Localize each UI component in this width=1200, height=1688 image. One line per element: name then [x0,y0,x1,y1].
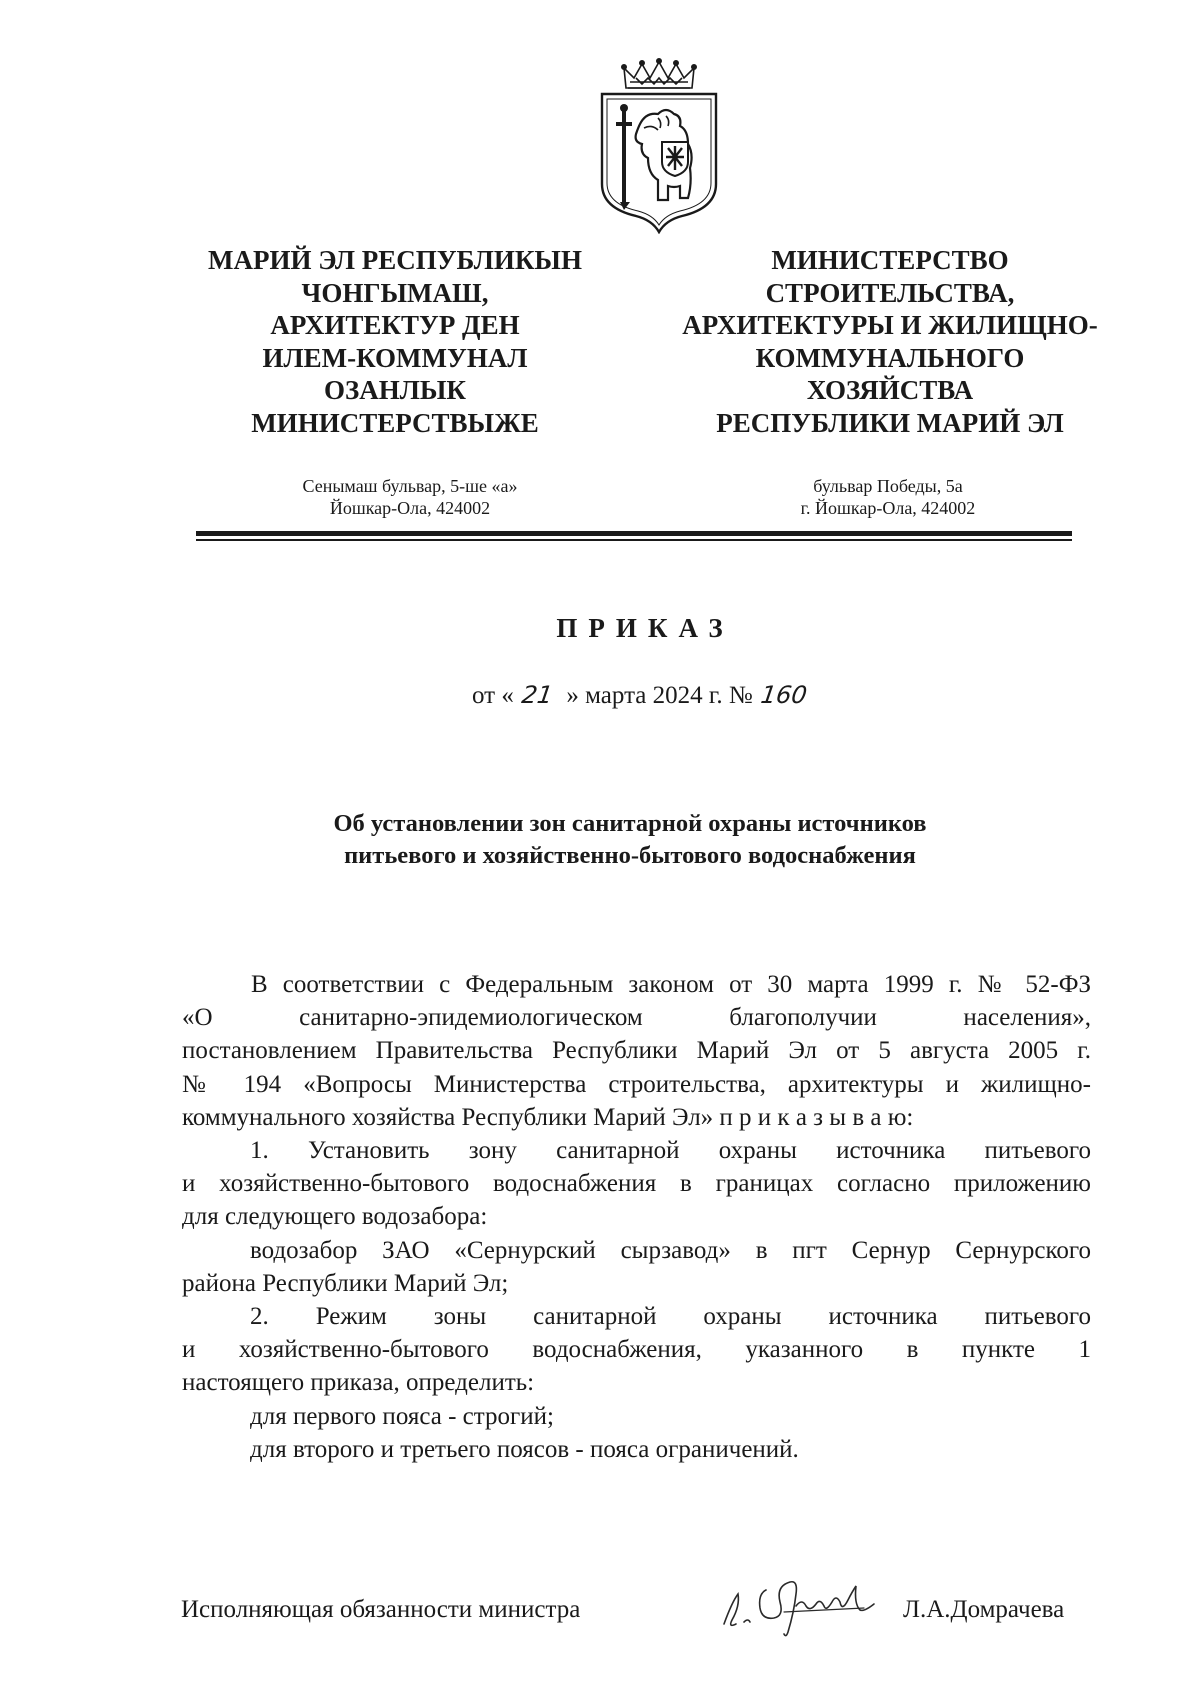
body-line: и хозяйственно-бытового водоснабжения, указанного в пункте 1 [182,1336,1091,1364]
body-line: района Республики Марий Эл; [182,1269,509,1297]
body-line: и хозяйственно-бытового водоснабжения в границах согласно приложению [182,1170,1091,1198]
body-line: для следующего водозабора: [182,1203,488,1231]
address-line: Сенымаш бульвар, 5-ше «а» [302,476,518,496]
subject-line: питьевого и хозяйственно-бытового водоснабжения [344,842,916,869]
org-name-line: ЧОНГЫМАШ, [301,277,489,308]
org-name-line: МИНИСТЕРСТВО [771,245,1009,275]
body-line: настоящего приказа, определить: [182,1369,535,1397]
subject-line: Об установлении зон санитарной охраны источников [333,810,927,837]
org-name-line: РЕСПУБЛИКИ МАРИЙ ЭЛ [716,407,1064,438]
address-line: бульвар Победы, 5а [813,476,963,496]
org-name-line: ОЗАНЛЫК [324,375,466,406]
body-line: «О санитарно-эпидемиологическом благополучии населения», [182,1004,1091,1032]
header-divider-thick [196,531,1072,536]
date-prefix: от « [472,682,514,709]
body-line: № 194 «Вопросы Министерства строительства, архитектуры и жилищно- [182,1070,1091,1098]
document-number-handwritten: 160 [758,681,809,709]
body-line: 2. Режим зоны санитарной охраны источника питьевого [250,1303,1091,1331]
org-name-line: АРХИТЕКТУРЫ И ЖИЛИЩНО- [682,310,1098,341]
header-divider-thin [196,539,1072,541]
org-name-line: АРХИТЕКТУР ДЕН [270,310,520,341]
org-name-line: КОММУНАЛЬНОГО [755,342,1025,373]
body-line: для второго и третьего поясов - пояса ограничений. [250,1435,799,1463]
date-month-year: » марта 2024 г. № [566,682,753,709]
org-name-russian [665,244,1115,440]
org-name-line: МИНИСТЕРСТВЫЖЕ [251,407,539,438]
address-mari [210,475,610,519]
handwritten-signature-icon [714,1572,884,1642]
org-name-line: МАРИЙ ЭЛ РЕСПУБЛИКЫН [208,245,582,275]
org-name-line: СТРОИТЕЛЬСТВА, [765,277,1015,308]
coat-of-arms-icon [596,58,722,234]
body-line: коммунального хозяйства Республики Марий Эл» п р и к а з ы в а ю: [182,1103,914,1131]
org-name-line: ИЛЕМ-КОММУНАЛ [262,342,528,373]
body-line: 1. Установить зону санитарной охраны источника питьевого [250,1137,1091,1165]
date-day-handwritten: 21 [519,681,555,709]
address-russian [688,475,1088,519]
address-line: Йошкар-Ола, 424002 [329,498,491,518]
document-body [182,968,1091,1466]
document-type-title: ПРИКАЗ [556,613,734,643]
signatory-name: Л.А.Домрачева [903,1596,1065,1623]
body-line: В соответствии с Федеральным законом от 30 марта 1999 г. № 52-ФЗ [251,971,1091,998]
address-line: г. Йошкар-Ола, 424002 [800,498,976,518]
body-line: для первого пояса - строгий; [250,1402,554,1430]
document-subject [200,808,1060,872]
body-line: водозабор ЗАО «Сернурский сырзавод» в пгт Сернур Сернурского [250,1236,1091,1264]
document-date-line [472,681,807,710]
org-name-mari [175,244,615,440]
signatory-role: Исполняющая обязанности министра [181,1596,581,1623]
body-line: постановлением Правительства Республики Марий Эл от 5 августа 2005 г. [182,1037,1091,1065]
org-name-line: ХОЗЯЙСТВА [806,375,974,406]
